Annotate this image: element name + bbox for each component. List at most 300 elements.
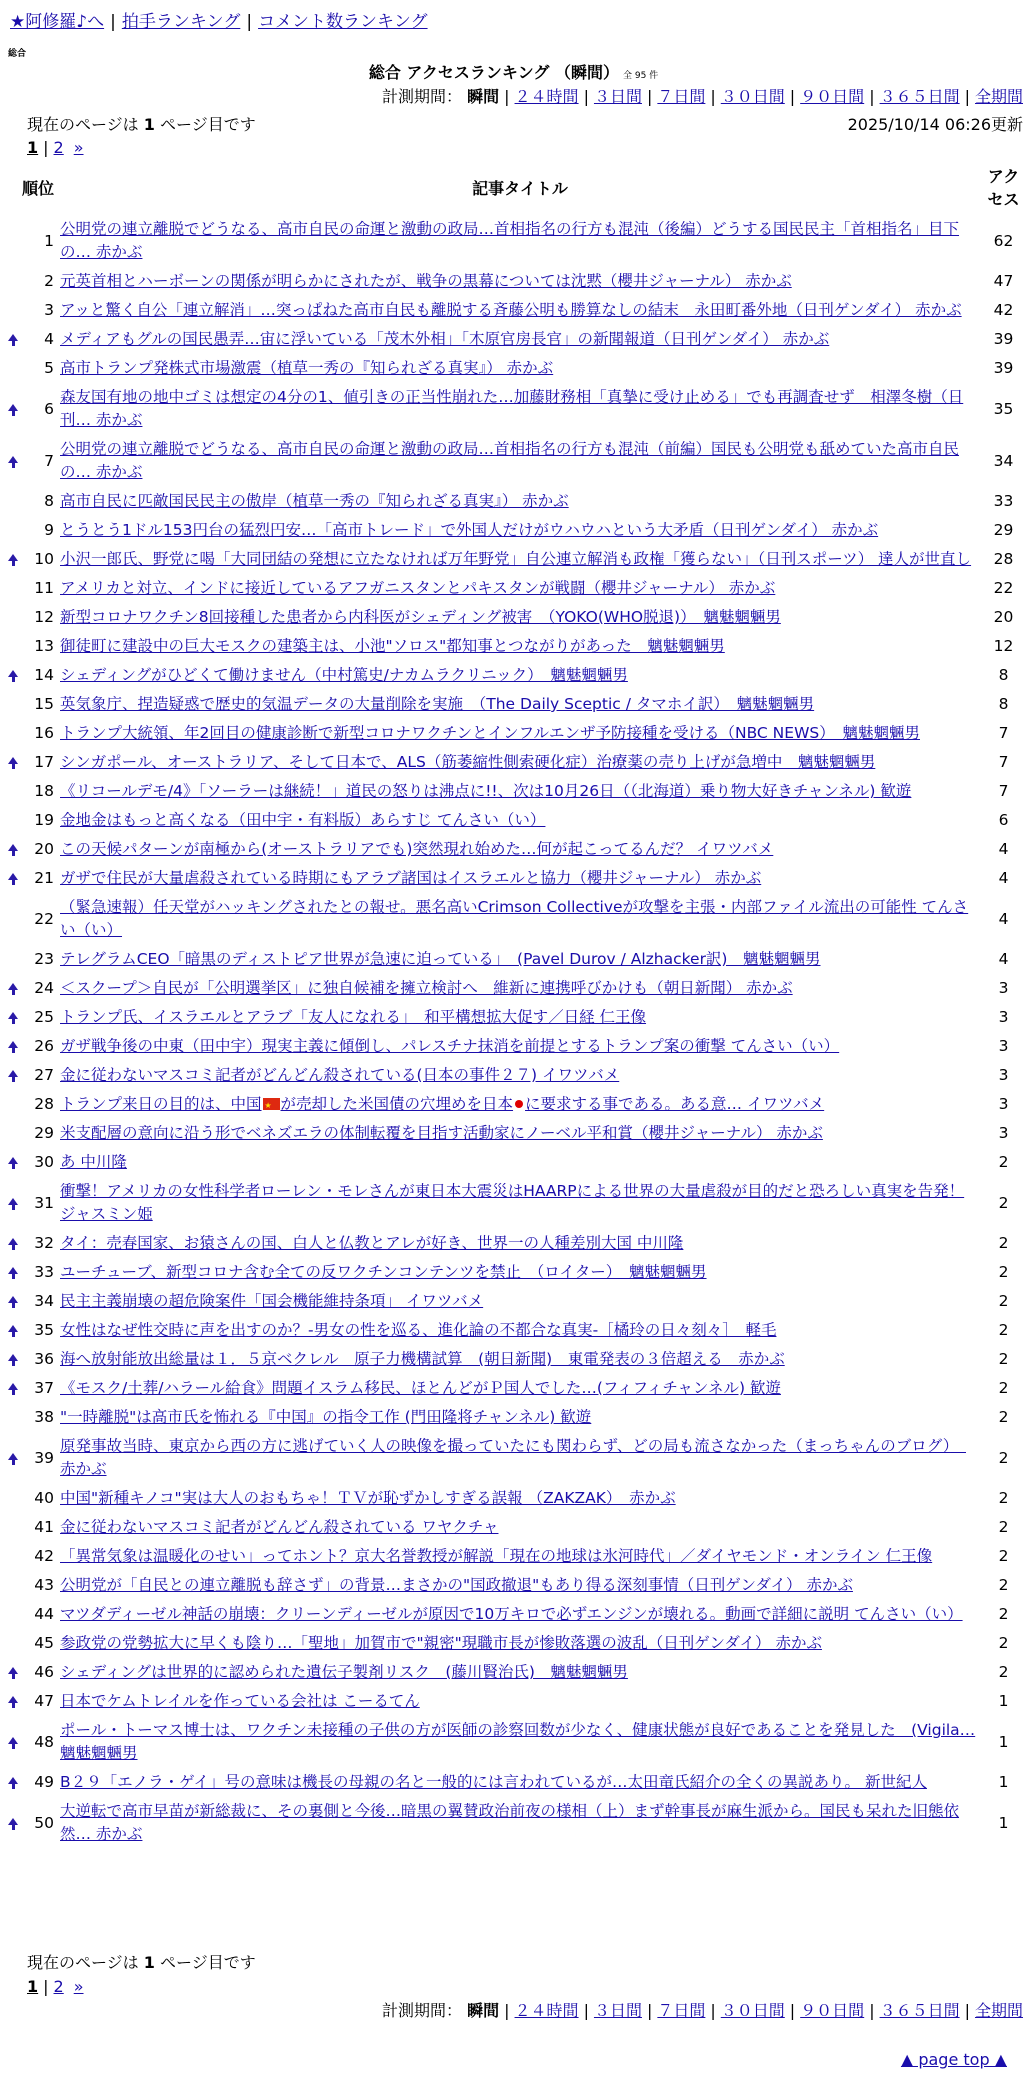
title-cell (57, 719, 980, 748)
article-link[interactable]: 公明党の連立離脱でどうなる、高市自民の命運と激動の政局…首相指名の行方も混沌（前編）国民も公明党も舐めていた高市自民の… 赤かぶ (60, 440, 960, 481)
total-count: 全 95 件 (623, 71, 659, 81)
table-row (4, 945, 1027, 974)
table-row (4, 1090, 1027, 1119)
table-row (4, 1032, 1027, 1061)
access-count: 3 (998, 1008, 1009, 1026)
table-row (4, 1374, 1027, 1403)
pager-current-page: 1 (27, 138, 39, 157)
article-link[interactable]: B２９「エノラ・ゲイ」号の意味は機長の母親の名と一般的には言われているが…太田竜氏紹介の全くの異説あり。 新世紀人 (60, 1773, 927, 1791)
rank-number: 24 (34, 979, 54, 997)
access-count: 1 (998, 1773, 1009, 1791)
rank-change-cell (4, 516, 22, 545)
access-count: 2 (998, 1350, 1009, 1368)
table-row (4, 748, 1027, 777)
access-count: 2 (998, 1605, 1009, 1623)
title-cell (57, 603, 980, 632)
rank-number: 17 (34, 753, 54, 771)
section-tag: 総合 (8, 49, 27, 59)
access-count: 28 (993, 550, 1014, 568)
article-link[interactable]: 高市自民に匹敵国民民主の傲岸（植草一秀の『知られざる真実』） 赤かぶ (60, 492, 569, 510)
title-cell (57, 835, 980, 864)
title-cell (57, 1658, 980, 1687)
period-24h-link[interactable]: ２４時間 (514, 2001, 579, 2020)
rank-change-cell (4, 215, 22, 267)
rank-number: 30 (34, 1153, 54, 1171)
article-link[interactable]: 大逆転で高市早苗が新総裁に、その裏側と今後…暗黒の翼賛政治前夜の様相（上）まず幹事長が麻生派から。国民も呆れた旧態依然… 赤かぶ (60, 1802, 960, 1843)
title-cell (57, 545, 980, 574)
rank-number: 27 (34, 1066, 54, 1084)
article-link[interactable]: 小沢一郎氏、野党に喝「大同団結の発想に立たなければ万年野党」自公連立解消も政権「獲らない」（日刊スポーツ） 達人が世直し (60, 550, 972, 568)
title-cell (57, 1716, 980, 1768)
title-cell (57, 1629, 980, 1658)
title-cell (57, 1148, 980, 1177)
rank-number: 6 (44, 399, 54, 418)
table-row (4, 487, 1027, 516)
rank-change-cell (4, 1003, 22, 1032)
rank-number: 1 (44, 231, 54, 250)
rank-number: 18 (34, 782, 54, 800)
page-note-top (27, 114, 256, 136)
article-link[interactable]: 金に従わないマスコミ記者がどんどん殺されている ワヤクチャ (60, 1518, 499, 1536)
article-link[interactable]: ユーチューブ、新型コロナ含む全ての反ワクチンコンテンツを禁止 （ロイター） 魑魅魍魎男 (60, 1263, 707, 1281)
rank-number: 2 (44, 272, 54, 290)
ranking-title: 総合 アクセスランキング （瞬間） (368, 63, 619, 82)
japan-flag-icon (515, 1100, 523, 1108)
article-link[interactable]: ＜スクープ＞自民が「公明選挙区」に独自候補を擁立検討へ 維新に連携呼びかけも（朝日新聞） 赤かぶ (60, 979, 793, 997)
access-count: 7 (998, 753, 1009, 771)
rank-number: 35 (34, 1321, 54, 1339)
table-row (4, 1484, 1027, 1513)
rank-number: 37 (34, 1379, 54, 1397)
article-link[interactable]: 新型コロナワクチン8回接種した患者から内科医がシェディング被害 （YOKO(WHO脱退)） 魑魅魍魎男 (60, 608, 781, 626)
period-3d-link[interactable]: ３日間 (593, 2001, 642, 2020)
access-count: 42 (993, 301, 1014, 319)
period-30d-link[interactable]: ３０日間 (720, 87, 785, 106)
rank-up-arrow-icon (8, 334, 18, 341)
rank-change-cell (4, 1403, 22, 1432)
pager-page-2-link[interactable]: 2 (53, 138, 64, 157)
article-link[interactable]: ガザ戦争後の中東（田中宇）現実主義に傾倒し、パレスチナ抹消を前提とするトランプ案の衝撃 てんさい（い） (60, 1037, 840, 1055)
table-row (4, 1229, 1027, 1258)
nav-separator: | (246, 12, 253, 32)
table-row (4, 661, 1027, 690)
access-count: 3 (998, 1095, 1009, 1113)
header-mark (4, 163, 22, 215)
comment-ranking-link[interactable]: コメント数ランキング (258, 12, 428, 32)
rank-up-arrow-icon (8, 670, 18, 677)
article-link[interactable]: 海へ放射能放出総量は１．５京ベクレル 原子力機構試算 (朝日新聞) 東電発表の３倍超える 赤かぶ (60, 1350, 785, 1368)
article-link[interactable]: 御徒町に建設中の巨大モスクの建築主は、小池"ソロス"都知事とつながりがあった 魑魅魍魎男 (60, 637, 725, 655)
rank-number: 43 (34, 1576, 54, 1594)
article-link[interactable]: アッと驚く自公「連立解消」…突っぱねた高市自民も離脱する斉藤公明も勝算なしの結末 永田町番外地（日刊ゲンダイ） 赤かぶ (60, 301, 962, 319)
article-link[interactable]: 《リコールデモ/4》「ソーラーは継続！」道民の怒りは沸点に!!、次は10月26日（（北海道）乗り物大好きチャンネル) 歓遊 (60, 782, 912, 800)
table-row (4, 1658, 1027, 1687)
title-cell (57, 1316, 980, 1345)
rank-number: 21 (34, 869, 54, 887)
rank-change-cell (4, 1658, 22, 1687)
rank-up-arrow-icon (8, 983, 18, 990)
pager-next-link[interactable]: » (73, 138, 84, 157)
rank-number: 9 (44, 521, 54, 539)
title-cell (57, 806, 980, 835)
rank-number: 39 (34, 1448, 54, 1467)
access-count: 35 (993, 399, 1014, 418)
access-count: 2 (998, 1518, 1009, 1536)
article-link[interactable]: シェディングは世界的に認められた遺伝子製剤リスク (藤川賢治氏) 魑魅魍魎男 (60, 1663, 628, 1681)
title-cell (57, 1484, 980, 1513)
rank-number: 4 (44, 330, 54, 348)
table-header-row (4, 163, 1027, 215)
table-row (4, 864, 1027, 893)
rank-change-cell (4, 1716, 22, 1768)
rank-number: 44 (34, 1605, 54, 1623)
article-link[interactable]: 公明党が「自民との連立離脱も辞さず」の背景…まさかの"国政撤退"もあり得る深刻事情（日刊ゲンダイ） 赤かぶ (60, 1576, 853, 1594)
title-cell (57, 1687, 980, 1716)
rank-up-arrow-icon (8, 1198, 18, 1205)
rank-up-arrow-icon (8, 1267, 18, 1274)
table-row (4, 1345, 1027, 1374)
period-365d-link[interactable]: ３６５日間 (879, 2001, 960, 2020)
article-link[interactable]: 衝撃！アメリカの女性科学者ローレン・モレさんが東日本大震災はHAARPによる世界の大量虐殺が目的だと恐ろしい真実を告発！ ジャスミン姫 (60, 1182, 965, 1223)
article-link[interactable]: 民主主義崩壊の超危険案件「国会機能維持条項」 イワツバメ (60, 1292, 484, 1310)
table-row (4, 435, 1027, 487)
rank-number: 22 (34, 909, 54, 928)
article-link[interactable]: テレグラムCEO「暗黒のディストピア世界が急速に迫っている」 (Pavel Durov / Alzhacker訳) 魑魅魍魎男 (60, 950, 821, 968)
page-top-link[interactable]: ▲ page top ▲ (900, 2050, 1007, 2069)
article-link[interactable]: シンガポール、オーストラリア、そして日本で、ALS（筋萎縮性側索硬化症）治療薬の売り上げが急増中 魑魅魍魎男 (60, 753, 876, 771)
rank-number: 42 (34, 1547, 54, 1565)
article-link[interactable]: ポール・トーマス博士は、ワクチン未接種の子供の方が医師の診察回数が少なく、健康状態が良好であることを発見した (Vigila… 魑魅魍魎男 (60, 1721, 976, 1762)
article-link[interactable]: あ 中川隆 (60, 1153, 127, 1171)
title-cell (57, 1119, 980, 1148)
article-link[interactable]: "一時離脱"は高市氏を怖れる『中国』の指令工作 (門田隆将チャンネル) 歓遊 (60, 1408, 592, 1426)
table-row (4, 806, 1027, 835)
rank-change-cell (4, 1432, 22, 1484)
rank-number: 10 (34, 550, 54, 568)
access-count: 34 (993, 451, 1014, 470)
rank-number: 13 (34, 637, 54, 655)
period-90d-link[interactable]: ９０日間 (800, 2001, 865, 2020)
article-link[interactable]: 参政党の党勢拡大に早くも陰り…「聖地」加賀市で"親密"現職市長が惨敗落選の波乱（日刊ゲンダイ） 赤かぶ (60, 1634, 822, 1652)
access-count: 4 (998, 840, 1009, 858)
rank-up-arrow-icon (8, 1070, 18, 1077)
rank-change-cell (4, 1061, 22, 1090)
header-rank: 順位 (22, 178, 55, 198)
table-row (4, 1403, 1027, 1432)
access-count: 29 (993, 521, 1014, 539)
access-count: 1 (998, 1732, 1009, 1751)
article-link[interactable]: ガザで住民が大量虐殺されている時期にもアラブ諸国はイスラエルと協力（櫻井ジャーナル） 赤かぶ (60, 869, 762, 887)
rank-change-cell (4, 864, 22, 893)
rank-change-cell (4, 1090, 22, 1119)
article-link[interactable]: トランプ来日の目的は、中国★ が売却した米国債の穴埋めを日本 に要求する事である。ある意… イワツバメ (60, 1095, 824, 1113)
article-link[interactable]: （緊急速報）任天堂がハッキングされたとの報せ。悪名高いCrimson Collectiveが攻撃を主張・内部ファイル流出の可能性 てんさい（い） (60, 898, 969, 939)
rank-number: 3 (44, 301, 54, 319)
rank-number: 45 (34, 1634, 54, 1652)
ranking-table (4, 163, 1027, 1849)
rank-change-cell (4, 974, 22, 1003)
access-count: 8 (998, 695, 1009, 713)
article-link[interactable]: マツダディーゼル神話の崩壊：クリーンディーゼルが原因で10万キロで必ずエンジンが壊れる。動画で詳細に説明 てんさい（い） (60, 1605, 963, 1623)
home-link[interactable]: ★阿修羅♪へ (10, 12, 105, 32)
article-link[interactable]: 原発事故当時、東京から西の方に逃げていく人の映像を撮っていたにも関わらず、どの局も流さなかった（まっちゃんのブログ） 赤かぶ (60, 1437, 966, 1478)
page-note-prefix: 現在のページは (27, 1953, 139, 1972)
rank-change-cell (4, 1542, 22, 1571)
access-count: 1 (998, 1813, 1009, 1832)
pager-top: 1 | 2 » (27, 138, 84, 157)
title-cell (57, 1287, 980, 1316)
article-link[interactable]: トランプ大統領、年2回目の健康診断で新型コロナワクチンとインフルエンザ予防接種を受ける（NBC NEWS） 魑魅魍魎男 (60, 724, 920, 742)
ranking-body (4, 215, 1027, 1849)
title-cell (57, 487, 980, 516)
rank-number: 34 (34, 1292, 54, 1310)
rank-number: 28 (34, 1095, 54, 1113)
access-count: 2 (998, 1408, 1009, 1426)
rank-change-cell (4, 632, 22, 661)
rank-number: 40 (34, 1489, 54, 1507)
rank-up-arrow-icon (8, 1737, 18, 1744)
rank-number: 15 (34, 695, 54, 713)
article-link[interactable]: 金地金はもっと高くなる（田中宇・有料版）あらすじ てんさい（い） (60, 811, 546, 829)
rank-up-arrow-icon (8, 1667, 18, 1674)
title-cell (57, 1571, 980, 1600)
table-row (4, 1061, 1027, 1090)
table-row (4, 1629, 1027, 1658)
table-row (4, 719, 1027, 748)
access-count: 2 (998, 1576, 1009, 1594)
title-cell (57, 383, 980, 435)
title-cell (57, 215, 980, 267)
article-link[interactable]: 高市トランプ発株式市場激震（植草一秀の『知られざる真実』） 赤かぶ (60, 359, 554, 377)
rank-number: 29 (34, 1124, 54, 1142)
access-count: 2 (998, 1193, 1009, 1212)
rank-number: 47 (34, 1692, 54, 1710)
rank-change-cell (4, 603, 22, 632)
access-count: 2 (998, 1489, 1009, 1507)
nav-separator: | (110, 12, 116, 32)
title-cell (57, 893, 980, 945)
rank-number: 16 (34, 724, 54, 742)
title-cell (57, 690, 980, 719)
title-cell (57, 777, 980, 806)
rank-change-cell (4, 1629, 22, 1658)
title-cell (57, 1797, 980, 1849)
table-row (4, 325, 1027, 354)
table-row (4, 1432, 1027, 1484)
rank-up-arrow-icon (8, 844, 18, 851)
rank-up-arrow-icon (8, 404, 18, 411)
rank-change-cell (4, 777, 22, 806)
table-row (4, 1687, 1027, 1716)
article-link[interactable]: 森友国有地の地中ゴミは想定の4分の1、値引きの正当性崩れた…加藤財務相「真摯に受け止める」でも再調査せず 相澤冬樹（日刊… 赤かぶ (60, 388, 964, 429)
table-row (4, 516, 1027, 545)
article-link[interactable]: アメリカと対立、インドに接近しているアフガニスタンとパキスタンが戦闘（櫻井ジャーナル） 赤かぶ (60, 579, 776, 597)
page-note-number: 1 (143, 1953, 155, 1972)
rank-change-cell (4, 1600, 22, 1629)
rank-up-arrow-icon (8, 757, 18, 764)
period-label: 計測期間： (382, 87, 463, 106)
rank-change-cell (4, 325, 22, 354)
rank-change-cell (4, 435, 22, 487)
access-count: 2 (998, 1663, 1009, 1681)
article-link[interactable]: 金に従わないマスコミ記者がどんどん殺されている(日本の事件２７) イワツバメ (60, 1066, 620, 1084)
article-link[interactable]: メディアもグルの国民愚弄…宙に浮いている「茂木外相」「木原官房長官」の新聞報道（日刊ゲンダイ） 赤かぶ (60, 330, 830, 348)
rank-change-cell (4, 1316, 22, 1345)
rank-number: 14 (34, 666, 54, 684)
pager-page-2-link[interactable]: 2 (53, 1977, 64, 1996)
rank-up-arrow-icon (8, 1325, 18, 1332)
rank-change-cell (4, 835, 22, 864)
title-cell (57, 1768, 980, 1797)
rank-number: 12 (34, 608, 54, 626)
title-cell (57, 1374, 980, 1403)
access-count: 33 (993, 492, 1014, 510)
updated-timestamp: 2025/10/14 06:26更新 (847, 115, 1023, 134)
title-cell (57, 945, 980, 974)
access-count: 1 (998, 1692, 1009, 1710)
access-count: 4 (998, 909, 1009, 928)
table-row (4, 383, 1027, 435)
title-cell (57, 1003, 980, 1032)
rank-number: 50 (34, 1813, 54, 1832)
article-link[interactable]: 《モスク/土葬/ハラール給食》問題イスラム移民、ほとんどがＰ国人でした…(フィフィチャンネル) 歓遊 (60, 1379, 781, 1397)
rank-change-cell (4, 1258, 22, 1287)
article-link[interactable]: 米支配層の意向に沿う形でベネズエラの体制転覆を目指す活動家にノーベル平和賞（櫻井ジャーナル） 赤かぶ (60, 1124, 823, 1142)
article-link[interactable]: とうとう1ドル153円台の猛烈円安…「高市トレード」で外国人だけがウハウハという大矛盾（日刊ゲンダイ） 赤かぶ (60, 521, 879, 539)
applause-ranking-link[interactable]: 拍手ランキング (121, 12, 241, 32)
rank-number: 46 (34, 1663, 54, 1681)
page-note-suffix: ページ目です (160, 1953, 256, 1972)
title-cell (57, 435, 980, 487)
rank-up-arrow-icon (8, 1696, 18, 1703)
period-selector-top: 計測期間： 瞬間 | ２４時間 | ３日間 | ７日間 | ３０日間 | ９０日間 | ３６５日間 | 全期間 (382, 87, 1023, 106)
rank-change-cell (4, 1797, 22, 1849)
period-3d-link[interactable]: ３日間 (593, 87, 642, 106)
table-row (4, 574, 1027, 603)
title-cell (57, 1600, 980, 1629)
access-count: 3 (998, 1066, 1009, 1084)
title-cell (57, 1432, 980, 1484)
access-count: 62 (993, 231, 1014, 250)
pager-current-page: 1 (27, 1977, 39, 1996)
access-count: 3 (998, 1037, 1009, 1055)
rank-change-cell (4, 296, 22, 325)
article-link[interactable]: 「異常気象は温暖化のせい」ってホント？京大名誉教授が解説「現在の地球は氷河時代」／ダイヤモンド・オンライン 仁王像 (60, 1547, 933, 1565)
rank-change-cell (4, 690, 22, 719)
rank-change-cell (4, 1768, 22, 1797)
article-link[interactable]: 日本でケムトレイルを作っている会社は こーるてん (60, 1692, 420, 1710)
access-count: 2 (998, 1153, 1009, 1171)
rank-change-cell (4, 1484, 22, 1513)
article-link[interactable]: 中国"新種キノコ"実は大人のおもちゃ！ＴＶが恥ずかしすぎる誤報 （ZAKZAK） 赤かぶ (60, 1489, 676, 1507)
pager-bottom: 1 | 2 » (27, 1977, 84, 1996)
access-count: 39 (993, 330, 1014, 348)
rank-up-arrow-icon (8, 1354, 18, 1361)
article-link[interactable]: 英気象庁、捏造疑惑で歴史的気温データの大量削除を実施 （The Daily Sceptic / タマホイ訳） 魑魅魍魎男 (60, 695, 815, 713)
table-row (4, 1571, 1027, 1600)
table-row (4, 545, 1027, 574)
article-link[interactable]: 女性はなぜ性交時に声を出すのか？-男女の性を巡る、進化論の不都合な真実-［橘玲の日々刻々］ 軽毛 (60, 1321, 777, 1339)
header-title: 記事タイトル (472, 178, 568, 198)
access-count: 2 (998, 1448, 1009, 1467)
rank-change-cell (4, 354, 22, 383)
access-count: 2 (998, 1379, 1009, 1397)
rank-up-arrow-icon (8, 1818, 18, 1825)
rank-change-cell (4, 545, 22, 574)
article-link[interactable]: 元英首相とハーボーンの関係が明らかにされたが、戦争の黒幕については沈黙（櫻井ジャーナル） 赤かぶ (60, 272, 792, 290)
header-count: アクセス (987, 167, 1020, 209)
rank-change-cell (4, 1374, 22, 1403)
period-24h-link[interactable]: ２４時間 (514, 87, 579, 106)
period-all-link[interactable]: 全期間 (974, 87, 1023, 106)
rank-number: 11 (34, 579, 54, 597)
table-row (4, 1177, 1027, 1229)
period-90d-link[interactable]: ９０日間 (800, 87, 865, 106)
table-row (4, 267, 1027, 296)
article-link[interactable]: 公明党の連立離脱でどうなる、高市自民の命運と激動の政局…首相指名の行方も混沌（後編）どうする国民民主「首相指名」目下の… 赤かぶ (60, 220, 960, 261)
china-flag-icon (263, 1098, 280, 1110)
page-title (0, 62, 1027, 87)
article-link[interactable]: シェディングがひどくて働けません（中村篤史/ナカムラクリニック） 魑魅魍魎男 (60, 666, 628, 684)
page-note-prefix: 現在のページは (27, 115, 139, 134)
title-cell (57, 748, 980, 777)
table-row (4, 1148, 1027, 1177)
title-cell (57, 1090, 980, 1119)
table-row (4, 354, 1027, 383)
period-7d-link[interactable]: ７日間 (657, 87, 706, 106)
rank-number: 20 (34, 840, 54, 858)
rank-change-cell (4, 574, 22, 603)
rank-up-arrow-icon (8, 456, 18, 463)
title-cell (57, 1032, 980, 1061)
rank-change-cell (4, 1177, 22, 1229)
access-count: 7 (998, 724, 1009, 742)
period-current: 瞬間 (467, 2001, 500, 2020)
title-cell (57, 296, 980, 325)
rank-change-cell (4, 267, 22, 296)
article-link[interactable]: この天候パターンが南極から(オーストラリアでも)突然現れ始めた…何が起こってるんだ？ イワツバメ (60, 840, 774, 858)
pager-next-link[interactable]: » (73, 1977, 84, 1996)
table-row (4, 974, 1027, 1003)
access-count: 2 (998, 1634, 1009, 1652)
title-cell (57, 661, 980, 690)
rank-number: 5 (44, 359, 54, 377)
rank-up-arrow-icon (8, 1041, 18, 1048)
title-cell (57, 354, 980, 383)
access-count: 2 (998, 1234, 1009, 1252)
article-link[interactable]: トランプ氏、イスラエルとアラブ「友人になれる」 和平構想拡大促す／日経 仁王像 (60, 1008, 647, 1026)
article-link[interactable]: タイ：売春国家、お猿さんの国、白人と仏教とアレが好き、世界一の人種差別大国 中川隆 (60, 1234, 684, 1252)
table-row (4, 1513, 1027, 1542)
period-365d-link[interactable]: ３６５日間 (879, 87, 960, 106)
period-7d-link[interactable]: ７日間 (657, 2001, 706, 2020)
rank-change-cell (4, 1032, 22, 1061)
period-current: 瞬間 (467, 87, 500, 106)
rank-change-cell (4, 1571, 22, 1600)
period-30d-link[interactable]: ３０日間 (720, 2001, 785, 2020)
rank-change-cell (4, 748, 22, 777)
title-cell (57, 1345, 980, 1374)
rank-up-arrow-icon (8, 873, 18, 880)
page-note-suffix: ページ目です (160, 115, 256, 134)
rank-number: 8 (44, 492, 54, 510)
rank-change-cell (4, 1119, 22, 1148)
period-all-link[interactable]: 全期間 (974, 2001, 1023, 2020)
access-count: 22 (993, 579, 1014, 597)
access-count: 20 (993, 608, 1014, 626)
access-count: 12 (993, 637, 1014, 655)
rank-number: 19 (34, 811, 54, 829)
